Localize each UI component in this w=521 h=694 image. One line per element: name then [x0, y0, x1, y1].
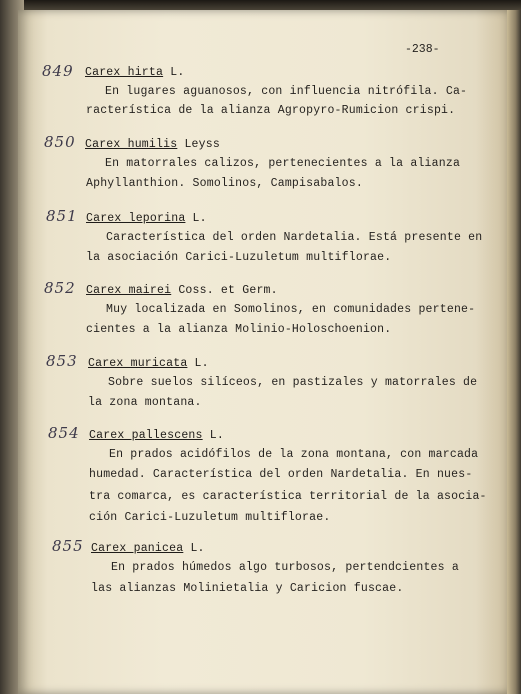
entry-line: humedad. Característica del orden Nardetalia. En nues-: [89, 468, 473, 481]
entry-line: racterística de la alianza Agropyro-Rumicion crispi.: [86, 104, 456, 117]
entry-number: 850: [44, 133, 76, 151]
entry-line: cientes a la alianza Molinio-Holoschoenion.: [86, 323, 392, 336]
entry-line: tra comarca, es característica territorial de la asocia-: [89, 490, 487, 503]
species-author: L.: [209, 429, 224, 442]
species-heading: [89, 429, 224, 442]
species-author: Coss. et Germ.: [178, 284, 278, 297]
species-name: Carex muricata: [88, 357, 188, 370]
entry-line: ción Carici-Luzuletum multiflorae.: [89, 511, 331, 524]
entry-line: Muy localizada en Somolinos, en comunidades pertene-: [106, 303, 476, 316]
species-author: Leyss: [184, 138, 220, 151]
species-name: Carex hirta: [85, 66, 164, 79]
species-author: L.: [190, 542, 205, 555]
entry-number: 853: [46, 352, 78, 370]
page-number: -238-: [405, 43, 440, 56]
species-name: Carex mairei: [86, 284, 172, 297]
entry-line: la zona montana.: [88, 396, 202, 409]
entry-line: Sobre suelos silíceos, en pastizales y matorrales de: [108, 376, 478, 389]
species-author: L.: [194, 357, 209, 370]
entry-line: las alianzas Molinietalia y Caricion fuscae.: [91, 582, 404, 595]
species-author: L.: [192, 212, 207, 225]
entry-number: 852: [44, 279, 76, 297]
species-heading: [86, 212, 207, 225]
entry-line: la asociación Carici-Luzuletum multiflorae.: [86, 251, 392, 264]
page-edge: [507, 10, 521, 694]
entry-line: En prados acidófilos de la zona montana, con marcada: [109, 448, 479, 461]
entry-line: Característica del orden Nardetalia. Está presente en: [106, 231, 483, 244]
species-author: L.: [170, 66, 185, 79]
species-name: Carex panicea: [91, 542, 184, 555]
species-name: Carex leporina: [86, 212, 186, 225]
entry-line: En prados húmedos algo turbosos, pertendcientes a: [111, 561, 459, 574]
entry-number: 849: [42, 62, 74, 80]
entry-line: En lugares aguanosos, con influencia nitrófila. Ca-: [105, 85, 468, 98]
species-heading: [85, 66, 184, 79]
species-heading: [88, 357, 209, 370]
species-heading: [86, 284, 278, 297]
entry-line: Aphyllanthion. Somolinos, Campisabalos.: [86, 177, 363, 190]
entry-number: 855: [52, 537, 84, 555]
species-name: Carex pallescens: [89, 429, 203, 442]
species-heading: [91, 542, 205, 555]
entry-line: En matorrales calizos, pertenecientes a la alianza: [105, 157, 461, 170]
entry-number: 854: [48, 424, 80, 442]
species-heading: [85, 138, 220, 151]
species-name: Carex humilis: [85, 138, 178, 151]
entry-number: 851: [46, 207, 78, 225]
